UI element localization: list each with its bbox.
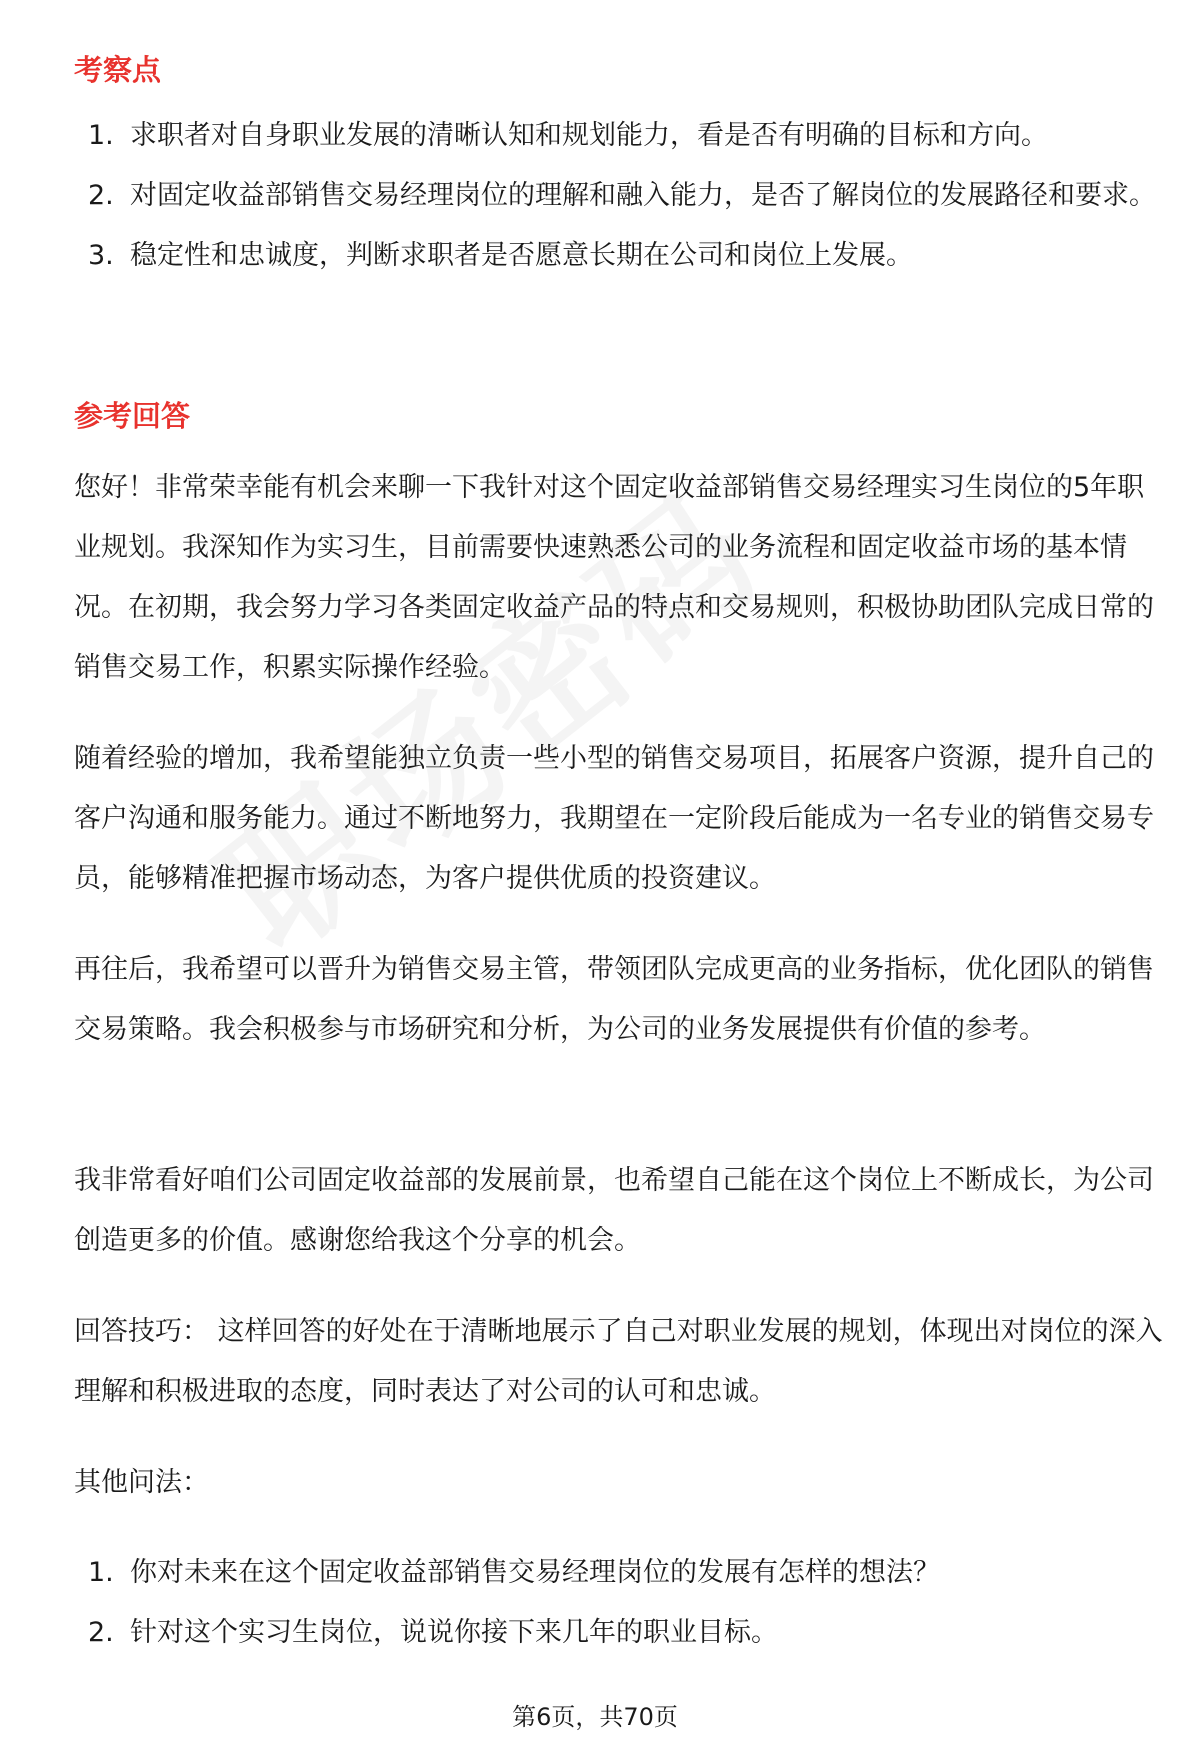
list-item — [74, 106, 1164, 166]
list-number: 2. — [88, 1617, 114, 1648]
paragraph-1: 您好！非常荣幸能有机会来聊一下我针对这个固定收益部销售交易经理实习生岗位的5年职业规划。我深知作为实习生，目前需要快速熟悉公司的业务流程和固定收益市场的基本情况。在初期，我会努力学习各类固定收益产品的特点和交易规则，积极协助团队完成日常的销售交易工作，积累实际操作经验。 — [74, 472, 1154, 683]
section-title-kaochadian: 考察点 — [74, 53, 162, 87]
list-number: 1. — [88, 1557, 114, 1588]
paragraph-4: 我非常看好咱们公司固定收益部的发展前景，也希望自己能在这个岗位上不断成长，为公司创造更多的价值。感谢您给我这个分享的机会。 — [74, 1165, 1154, 1256]
list-text: 针对这个实习生岗位，说说你接下来几年的职业目标。 — [130, 1617, 778, 1648]
list-text: 求职者对自身职业发展的清晰认知和规划能力，看是否有明确的目标和方向。 — [130, 120, 1048, 151]
section-title-cankao: 参考回答 — [74, 399, 191, 433]
list-item — [74, 1603, 1164, 1663]
other-questions-label: 其他问法： — [74, 1467, 209, 1498]
page-footer: 第6页，共70页 — [512, 1703, 678, 1731]
other-questions-list — [74, 1543, 1164, 1663]
list-item — [74, 1543, 1164, 1603]
list-text: 稳定性和忠诚度，判断求职者是否愿意长期在公司和岗位上发展。 — [130, 240, 913, 271]
list-number: 3. — [88, 240, 114, 271]
list-number: 1. — [88, 120, 114, 151]
list-text: 你对未来在这个固定收益部销售交易经理岗位的发展有怎样的想法？ — [130, 1557, 940, 1588]
paragraph-3: 再往后，我希望可以晋升为销售交易主管，带领团队完成更高的业务指标，优化团队的销售交易策略。我会积极参与市场研究和分析，为公司的业务发展提供有价值的参考。 — [74, 954, 1154, 1045]
paragraph-2: 随着经验的增加，我希望能独立负责一些小型的销售交易项目，拓展客户资源，提升自己的客户沟通和服务能力。通过不断地努力，我期望在一定阶段后能成为一名专业的销售交易专员，能够精准把握市场动态，为客户提供优质的投资建议。 — [74, 743, 1154, 894]
list-item — [74, 226, 1164, 286]
list-text: 对固定收益部销售交易经理岗位的理解和融入能力，是否了解岗位的发展路径和要求。 — [130, 180, 1156, 211]
kaochadian-list — [74, 106, 1164, 286]
list-item — [74, 166, 1164, 226]
answer-tips: 回答技巧： 这样回答的好处在于清晰地展示了自己对职业发展的规划，体现出对岗位的深入理解和积极进取的态度，同时表达了对公司的认可和忠诚。 — [74, 1316, 1163, 1407]
list-number: 2. — [88, 180, 114, 211]
